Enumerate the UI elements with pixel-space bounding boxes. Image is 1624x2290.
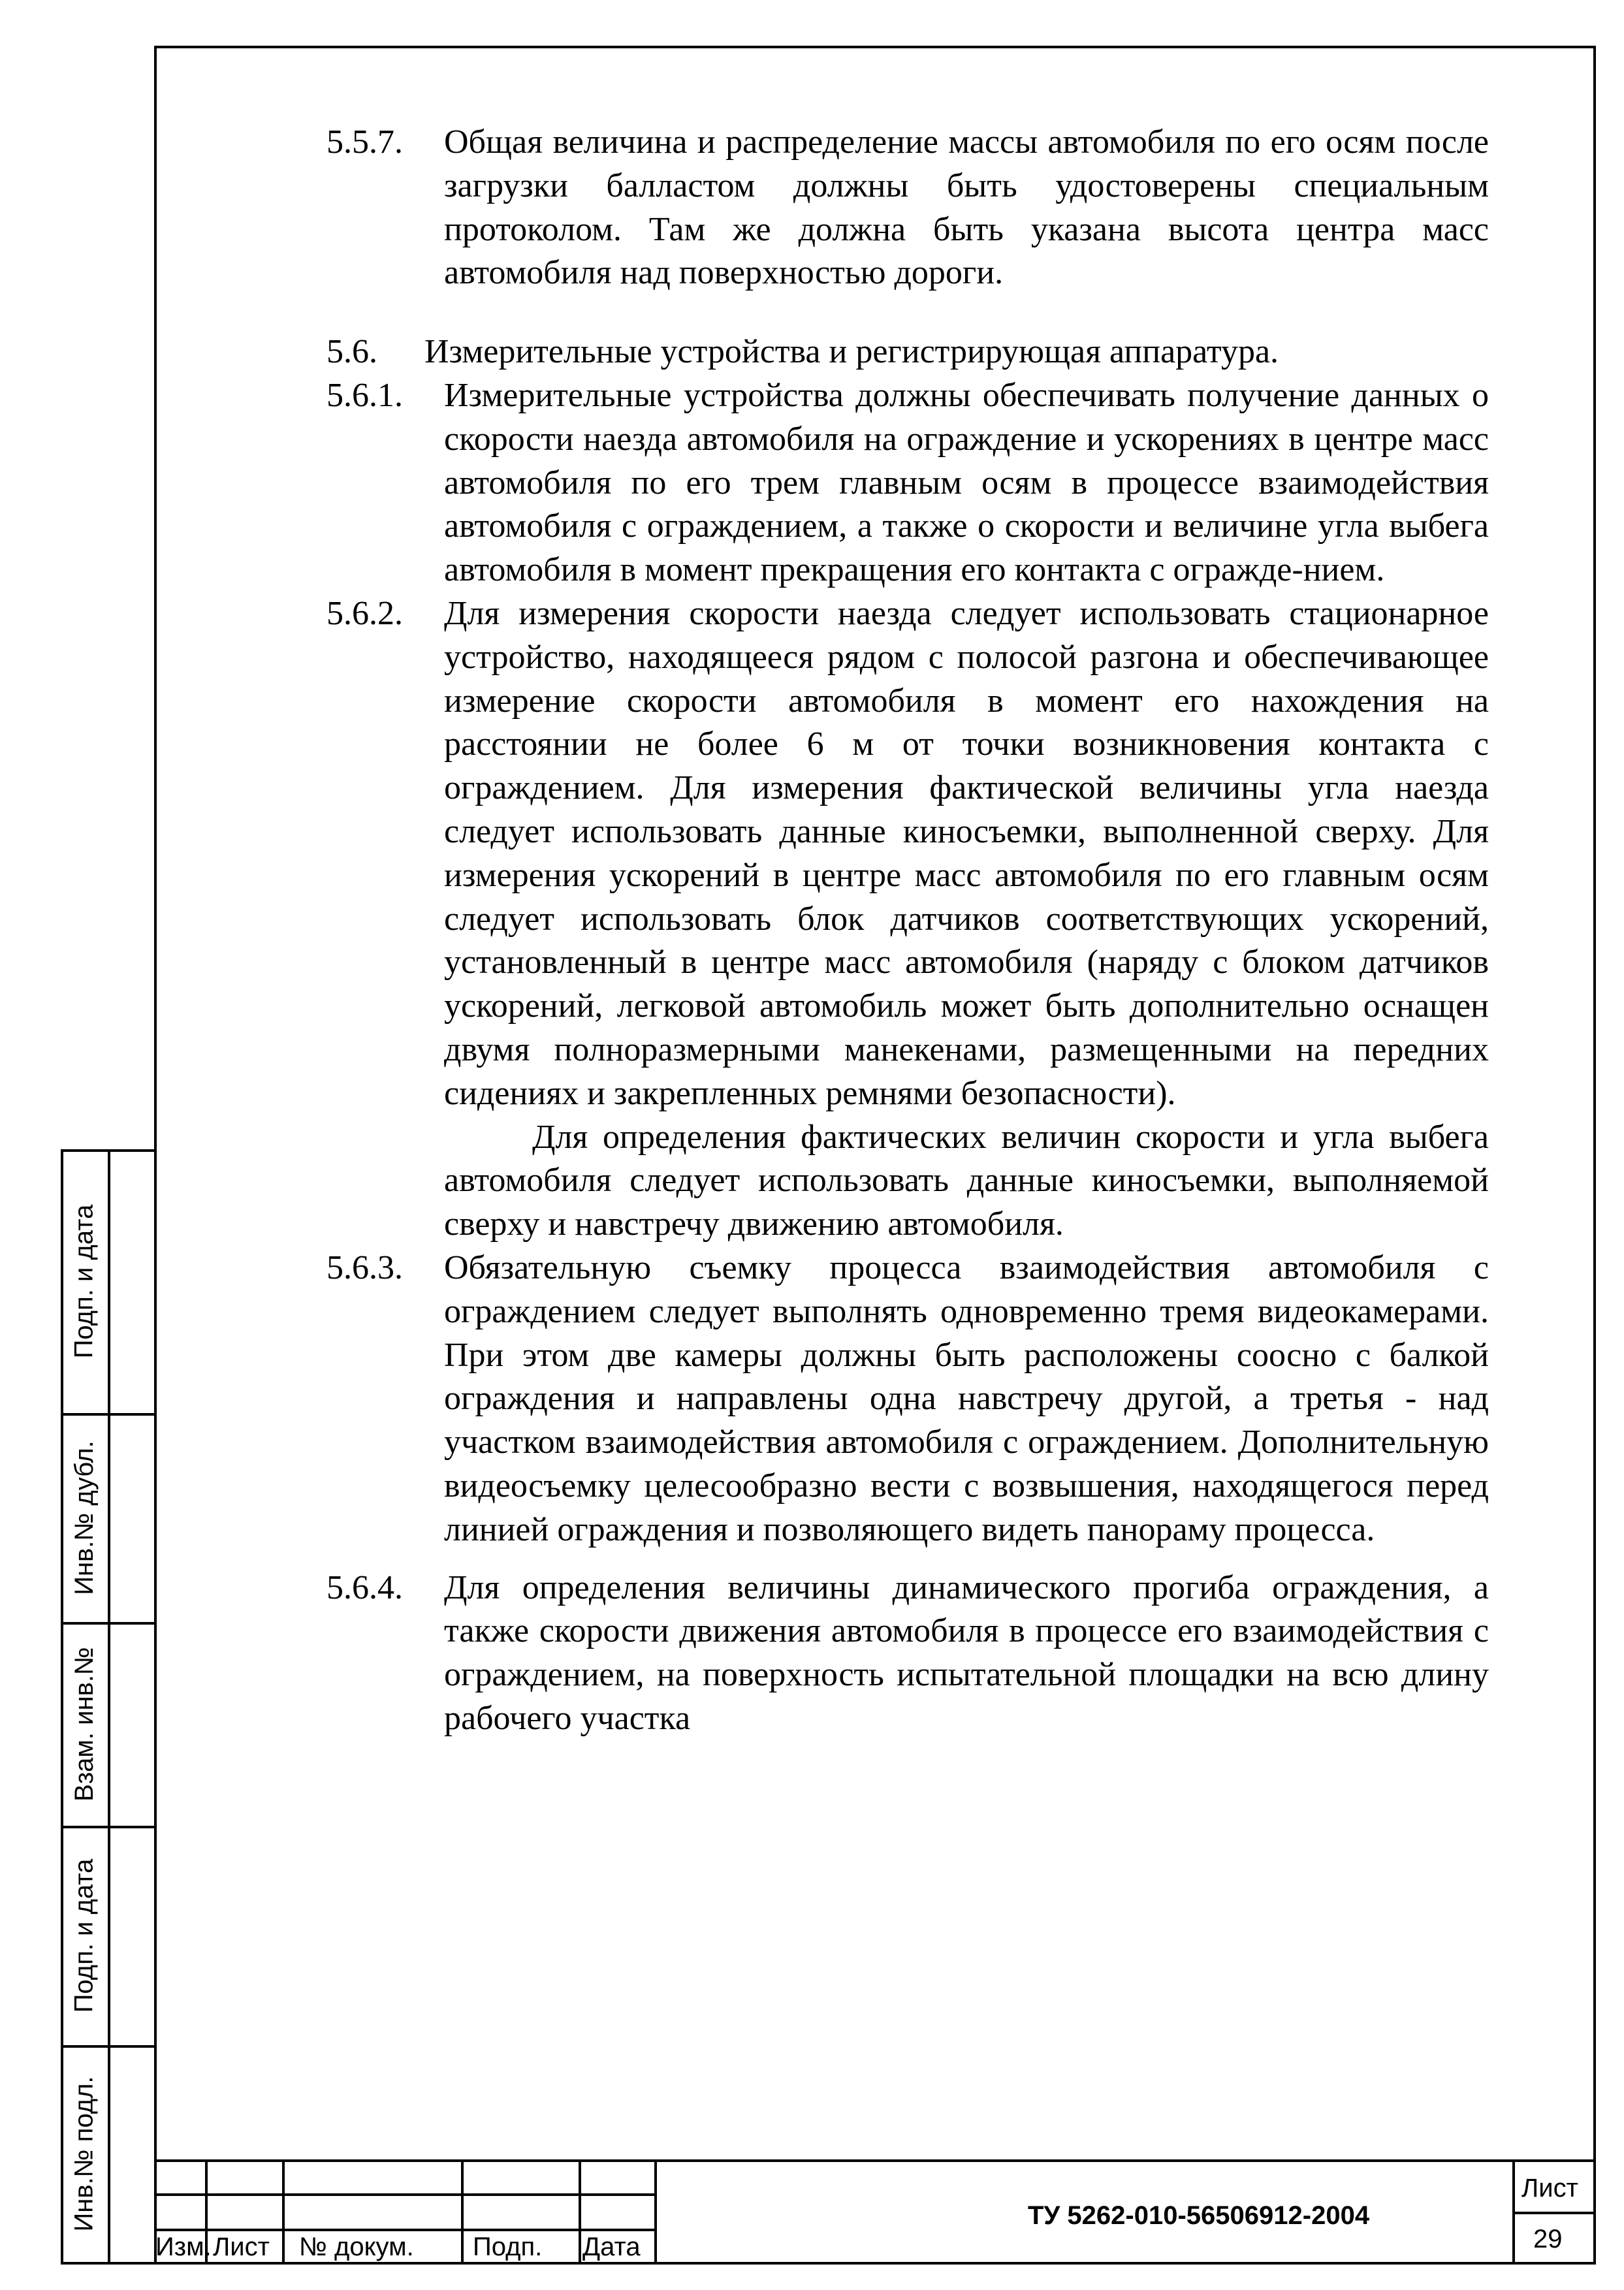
tb-izm: Изм. bbox=[155, 2233, 212, 2261]
tb-line-top bbox=[154, 2159, 1596, 2162]
clause-text: Обязательную съемку процесса взаимодействия автомобиля с ограждением следует выполнять одновременно тремя видеокамерами. При этом две камеры должны быть расположены соосно с балкой ограждения и направлены одна навстречу другой, а третья - над участком взаимодействия автомобиля с ограждением. Дополнительную видеосъемку целесообразно вести с возвышения, находящегося перед линией ограждения и позволяющего видеть панораму процесса. bbox=[444, 1248, 1489, 1548]
clause-5-6-3 bbox=[326, 1247, 1489, 1552]
clause-5-6-2-paragraph-2: Для определения фактических величин скорости и угла выбега автомобиля следует использовать данные киносъемки, выполняемой сверху и навстречу движению автомобиля. bbox=[444, 1118, 1489, 1243]
tb-n-dokum: № докум. bbox=[299, 2233, 414, 2261]
tb-data: Дата bbox=[582, 2233, 641, 2261]
section-title: Измерительные устройства и регистрирующая аппаратура. bbox=[424, 333, 1279, 371]
clause-text: Для определения величины динамического прогиба ограждения, а также скорости движения автомобиля в процессе его взаимодействия с ограждением, на поверхность испытательной площадки на всю длину рабочего участка bbox=[444, 1568, 1489, 1737]
clause-number: 5.6.2. bbox=[326, 594, 403, 632]
spacer bbox=[326, 295, 1489, 330]
tb-col bbox=[1512, 2159, 1515, 2265]
clause-text: Измерительные устройства должны обеспечивать получение данных о скорости наезда автомобиля на ограждение и ускорениях в центре масс автомобиля по его трем главным осям в процессе взаимодействия автомобиля с ограждением, а также о скорости и величине угла выбега автомобиля в момент прекращения его контакта с огражде-нием. bbox=[444, 376, 1489, 589]
tb-col bbox=[282, 2159, 285, 2265]
clause-number: 5.6.4. bbox=[326, 1568, 403, 1606]
tb-col bbox=[579, 2159, 581, 2265]
tb-sheet-label: Лист bbox=[1521, 2174, 1578, 2203]
side-label-podp-data-top: Подп. и дата bbox=[69, 1204, 99, 1358]
tb-sheet-number: 29 bbox=[1533, 2225, 1563, 2253]
tb-list: Лист bbox=[213, 2233, 270, 2261]
clause-number: 5.6.3. bbox=[326, 1248, 403, 1286]
tb-doc-code: ТУ 5262-010-56506912-2004 bbox=[1028, 2201, 1370, 2230]
side-line-inner bbox=[108, 1149, 110, 2265]
clause-5-6-4 bbox=[326, 1566, 1489, 1741]
clause-text: Для измерения скорости наезда следует использовать стационарное устройство, находящееся рядом с полосой разгона и обеспечивающее измерение скорости автомобиля в момент его нахождения на расстоянии не более 6 м от точки возникновения контакта с ограждением. Для измерения фактической величины угла наезда следует использовать данные киносъемки, выполненной сверху. Для измерения ускорений в центре масс автомобиля по его главным осям следует использовать блок датчиков соответствующих ускорений, установленный в центре масс автомобиля (наряду с блоком датчиков ускорений, легковой автомобиль может быть дополнительно оснащен двумя полноразмерными манекенами, размещенными на передних сидениях и закрепленных ремнями безопасности). bbox=[444, 594, 1489, 1112]
side-divider bbox=[61, 2262, 154, 2265]
side-label-inv-podl: Инв.№ подл. bbox=[69, 2075, 99, 2232]
clause-5-5-7 bbox=[326, 121, 1489, 295]
section-number: 5.6. bbox=[326, 333, 377, 371]
side-label-inv-dubl: Инв.№ дубл. bbox=[69, 1440, 99, 1595]
clause-text: Общая величина и распределение массы автомобиля по его осям после загрузки балластом должны быть удостоверены специальным протоколом. Там же должна быть указана высота центра масс автомобиля над поверхностью дороги. bbox=[444, 123, 1489, 292]
section-5-6 bbox=[326, 330, 1489, 374]
clause-number: 5.6.1. bbox=[326, 376, 403, 414]
clause-5-6-2 bbox=[326, 592, 1489, 1116]
side-stamp bbox=[61, 1149, 154, 2265]
document-body bbox=[326, 121, 1489, 1741]
clause-5-6-1 bbox=[326, 374, 1489, 592]
title-block bbox=[154, 2159, 1596, 2265]
clause-number: 5.5.7. bbox=[326, 123, 403, 161]
tb-col bbox=[654, 2159, 657, 2265]
side-label-vzam-inv: Взам. инв.№ bbox=[69, 1646, 99, 1802]
spacer bbox=[326, 1552, 1489, 1566]
tb-line bbox=[1512, 2212, 1596, 2214]
tb-col bbox=[461, 2159, 464, 2265]
tb-podp: Подп. bbox=[473, 2233, 543, 2261]
side-label-podp-data-bottom: Подп. и дата bbox=[69, 1858, 99, 2012]
